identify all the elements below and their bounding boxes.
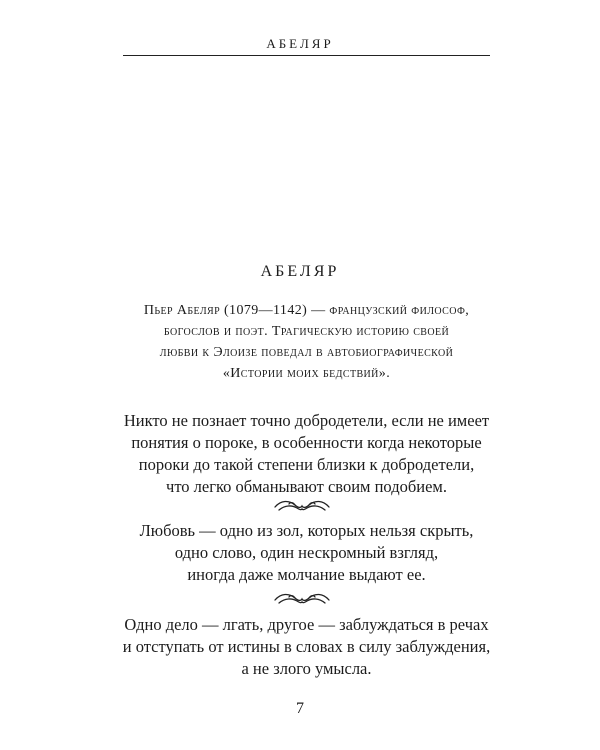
author-bio [123,300,490,384]
quote-line: а не злого умысла. [241,659,372,678]
bio-line: богослов и поэт. Трагическую историю своей [163,324,450,339]
flourish-ornament-icon [273,499,331,513]
quote-line: Одно дело — лгать, другое — заблуждаться в речах [124,615,489,634]
page-number: 7 [296,700,304,717]
quote-line: что легко обманывают своим подобием. [166,477,447,496]
chapter-title: АБЕЛЯР [260,263,340,280]
quote-line: понятия о пороке, в особенности когда некоторые [131,433,482,452]
bio-line: любви к Элоизе поведал в автобиографической [159,345,454,360]
flourish-ornament-icon [273,592,331,606]
bio-line: Пьер Абеляр (1079—1142) — французский философ, [143,303,470,318]
quote-line: Никто не познает точно добродетели, если не имеет [123,411,490,430]
header-rule [123,55,490,56]
quote-line: и отступать от истины в словах в силу заблуждения, [122,637,491,656]
bio-line: «Истории моих бедствий». [222,366,391,381]
quote-line: Любовь — одно из зол, которых нельзя скрыть, [139,521,474,540]
quote-block [110,520,503,586]
quote-line: иногда даже молчание выдают ее. [187,565,426,584]
running-head: АБЕЛЯР [266,36,334,51]
quote-block [110,410,503,498]
quote-line: одно слово, один нескромный взгляд, [174,543,439,562]
quote-line: пороки до такой степени близки к добродетели, [138,455,475,474]
quote-block [110,614,503,680]
